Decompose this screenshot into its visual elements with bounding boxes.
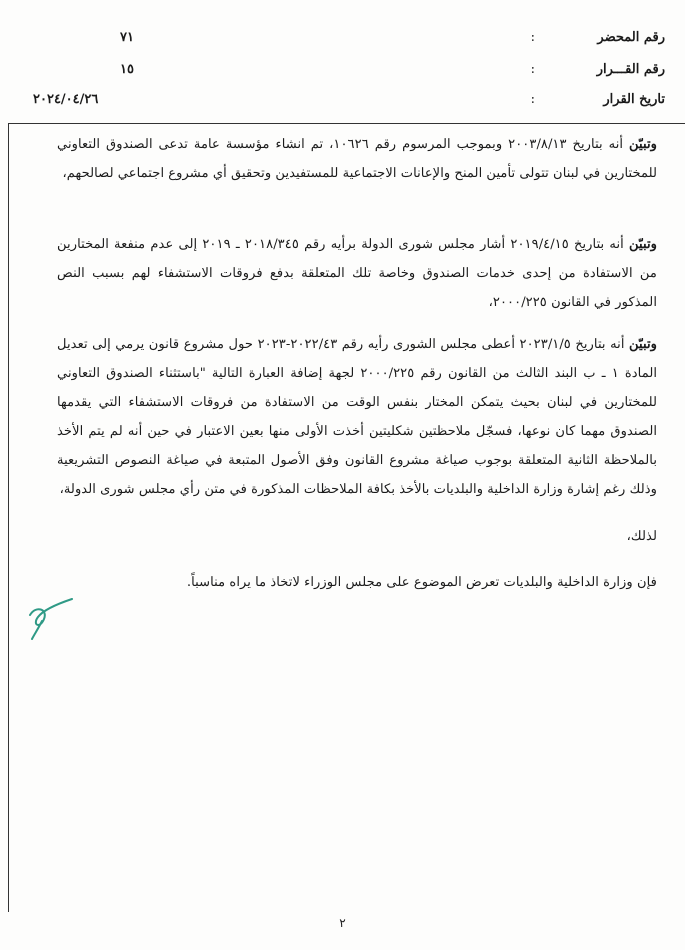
decision-date-label: تاريخ القرار [603, 92, 665, 107]
paragraph-lead: وتبيّن [628, 137, 658, 152]
colon: : [530, 92, 535, 107]
paragraph-1 [57, 130, 657, 188]
paragraph-text: أنه بتاريخ ٢٠٢٣/١/٥ أعطى مجلس الشورى رأيه رقم ٢٠٢٢/٤٣-٢٠٢٣ حول مشروع قانون يرمي إلى تعديل المادة ١ ـ ب البند الثالث من القانون رقم ٢٠٠٠/٢٢٥ لجهة إضافة العبارة التالية "باستثناء الصندوق التعاوني للمختارين في لبنان بحيث يتمكن المختار بنفس الوقت من الاستفادة من فروقات الاستشفاء التي يقدمها الصندوق مهما كان نوعها، فسجّل ملاحظتين شكليتين أخذت الأولى منها بعين الاعتبار في حين أنه لم يتم الأخذ بالملاحظة الثانية المتعلقة بوجوب صياغة مشروع القانون وفق الأصول المتبعة في صياغة النصوص التشريعية وذلك رغم إشارة وزارة الداخلية والبلديات بالأخذ بكافة الملاحظات المذكورة في متن رأي مجلس شورى الدولة، [57, 337, 657, 497]
paragraph-3 [57, 330, 657, 504]
decision-number-row [5, 62, 665, 84]
decision-number-value: ١٥ [120, 62, 134, 77]
decision-number-label: رقم القـــرار [596, 62, 665, 77]
handwritten-signature [22, 595, 82, 641]
paragraph-2 [57, 230, 657, 317]
paragraph-lead: وتبيّن [628, 337, 658, 352]
paragraph-text: أنه بتاريخ ٢٠١٩/٤/١٥ أشار مجلس شورى الدولة برأيه رقم ٢٠١٨/٣٤٥ ـ ٢٠١٩ إلى عدم منفعة المختارين من الاستفادة من إحدى خدمات الصندوق وخاصة تلك المتعلقة بدفع فروقات الاستشفاء لهم بسبب النص المذكور في القانون ٢٠٠٠/٢٢٥، [57, 237, 657, 310]
colon: : [530, 62, 535, 77]
paragraph-lead: وتبيّن [628, 237, 657, 252]
minutes-number-row [5, 30, 665, 52]
decision-date-value: ٢٠٢٤/٠٤/٢٦ [33, 92, 99, 107]
colon: : [530, 30, 535, 45]
decision-date-row [5, 92, 665, 114]
decision-header [0, 30, 685, 120]
paragraph-text: أنه بتاريخ ٢٠٠٣/٨/١٣ وبموجب المرسوم رقم ١٠٦٢٦، تم انشاء مؤسسة عامة تدعى الصندوق التعاوني للمختارين في لبنان تتولى تأمين المنح والإعانات الاجتماعية للمستفيدين وتحقيق أي مشروع اجتماعي لصالحهم، [57, 137, 657, 181]
minutes-number-label: رقم المحضر [597, 30, 665, 45]
page-number: ٢ [339, 916, 346, 930]
conclusion-line: لذلك، [626, 529, 657, 544]
closing-statement: فإن وزارة الداخلية والبلديات تعرض الموضوع على مجلس الوزراء لاتخاذ ما يراه مناسباً. [186, 575, 657, 590]
minutes-number-value: ٧١ [120, 30, 134, 45]
